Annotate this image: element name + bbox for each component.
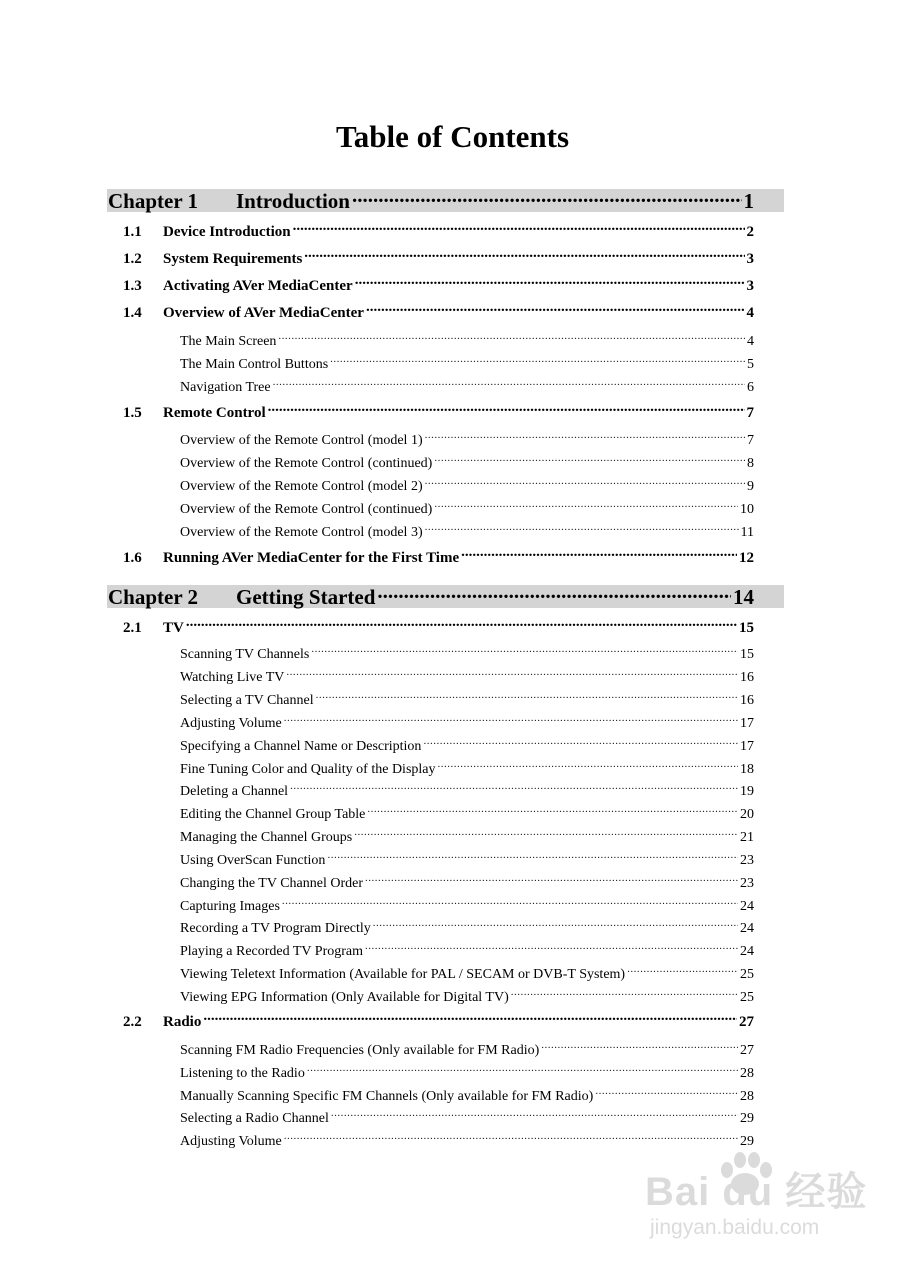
- section-number: 2.2: [123, 1014, 142, 1030]
- page-number: 16: [740, 670, 754, 685]
- page-number: 24: [740, 899, 754, 914]
- dot-leader: [595, 1086, 738, 1100]
- page-number: 14: [733, 585, 754, 609]
- subsection-title: Editing the Channel Group Table: [180, 807, 366, 822]
- dot-leader: [423, 736, 738, 750]
- toc-subsection-entry[interactable]: [180, 781, 754, 799]
- toc-subsection-entry[interactable]: [180, 331, 754, 349]
- page-number: 21: [740, 830, 754, 845]
- dot-leader: [425, 430, 745, 444]
- subsection-title: Adjusting Volume: [180, 1134, 282, 1149]
- subsection-title: Selecting a Radio Channel: [180, 1111, 329, 1126]
- subsection-title: Overview of the Remote Control (model 3): [180, 525, 423, 540]
- page-number: 25: [740, 967, 754, 982]
- subsection-title: Overview of the Remote Control (model 1): [180, 433, 423, 448]
- subsection-title: Selecting a TV Channel: [180, 693, 314, 708]
- toc-subsection-entry[interactable]: [180, 667, 754, 685]
- dot-leader: [284, 1131, 738, 1145]
- toc-section-entry[interactable]: [123, 222, 754, 242]
- watermark-brand: Bai du 经验: [645, 1170, 868, 1214]
- subsection-title: Manually Scanning Specific FM Channels (Only available for FM Radio): [180, 1089, 594, 1104]
- section-number: 2.1: [123, 620, 142, 636]
- toc-section-entry[interactable]: [123, 1012, 754, 1032]
- dot-leader: [304, 249, 744, 263]
- toc-chapter-entry[interactable]: [108, 584, 754, 610]
- page-number: 7: [746, 405, 754, 421]
- watermark-url: jingyan.baidu.com: [650, 1216, 820, 1239]
- subsection-title: Adjusting Volume: [180, 716, 282, 731]
- page-number: 15: [740, 647, 754, 662]
- dot-leader: [355, 276, 745, 290]
- subsection-title: The Main Screen: [180, 334, 277, 349]
- subsection-title: Playing a Recorded TV Program: [180, 944, 364, 959]
- dot-leader: [365, 941, 738, 955]
- dot-leader: [511, 987, 738, 1001]
- subsection-title: Viewing EPG Information (Only Available for Digital TV): [180, 990, 509, 1005]
- subsection-title: Fine Tuning Color and Quality of the Display: [180, 762, 436, 777]
- dot-leader: [293, 222, 745, 236]
- toc-chapter-entry[interactable]: [108, 188, 754, 214]
- dot-leader: [273, 377, 745, 391]
- page-number: 6: [747, 380, 754, 395]
- toc-subsection-entry[interactable]: [180, 522, 754, 540]
- subsection-title: Specifying a Channel Name or Description: [180, 739, 422, 754]
- dot-leader: [366, 303, 745, 317]
- toc-subsection-entry[interactable]: [180, 430, 754, 448]
- page-number: 28: [740, 1066, 754, 1081]
- toc-subsection-entry[interactable]: [180, 377, 754, 395]
- toc-subsection-entry[interactable]: [180, 476, 754, 494]
- dot-leader: [316, 690, 738, 704]
- toc-subsection-entry[interactable]: [180, 987, 754, 1005]
- dot-leader: [311, 644, 738, 658]
- toc-section-entry[interactable]: [123, 303, 754, 323]
- section-title: Running AVer MediaCenter for the First Time: [163, 550, 460, 566]
- toc-subsection-entry[interactable]: [180, 453, 754, 471]
- page-number: 11: [740, 525, 754, 540]
- dot-leader: [541, 1040, 738, 1054]
- section-number: 1.1: [123, 224, 142, 240]
- page-number: 25: [740, 990, 754, 1005]
- chapter-number: Chapter 1: [108, 189, 199, 213]
- toc-section-entry[interactable]: [123, 618, 754, 638]
- dot-leader: [203, 1012, 737, 1026]
- dot-leader: [268, 403, 745, 417]
- section-title: Radio: [163, 1014, 202, 1030]
- toc-section-entry[interactable]: [123, 276, 754, 296]
- toc-subsection-entry[interactable]: [180, 644, 754, 662]
- page-number: 17: [740, 716, 754, 731]
- dot-leader: [434, 499, 738, 513]
- dot-leader: [438, 759, 739, 773]
- dot-leader: [290, 781, 738, 795]
- section-number: 1.3: [123, 278, 142, 294]
- dot-leader: [373, 918, 738, 932]
- dot-leader: [365, 873, 738, 887]
- subsection-title: Scanning TV Channels: [180, 647, 310, 662]
- page-number: 23: [740, 876, 754, 891]
- dot-leader: [284, 713, 738, 727]
- subsection-title: Viewing Teletext Information (Available for PAL / SECAM or DVB-T System): [180, 967, 626, 982]
- subsection-title: Changing the TV Channel Order: [180, 876, 364, 891]
- section-title: TV: [163, 620, 184, 636]
- dot-leader: [307, 1063, 738, 1077]
- toc-subsection-entry[interactable]: [180, 1040, 754, 1058]
- section-number: 1.4: [123, 305, 142, 321]
- toc-subsection-entry[interactable]: [180, 827, 754, 845]
- page-number: 17: [740, 739, 754, 754]
- subsection-title: Recording a TV Program Directly: [180, 921, 371, 936]
- toc-subsection-entry[interactable]: [180, 964, 754, 982]
- dot-leader: [286, 667, 738, 681]
- subsection-title: Scanning FM Radio Frequencies (Only available for FM Radio): [180, 1043, 540, 1058]
- page-number: 27: [739, 1014, 754, 1030]
- page-number: 2: [746, 224, 754, 240]
- dot-leader: [278, 331, 745, 345]
- toc-subsection-entry[interactable]: [180, 499, 754, 517]
- dot-leader: [377, 586, 731, 604]
- toc-section-entry[interactable]: [123, 548, 754, 568]
- subsection-title: The Main Control Buttons: [180, 357, 329, 372]
- page-number: 7: [747, 433, 754, 448]
- section-title: Device Introduction: [163, 224, 291, 240]
- toc-subsection-entry[interactable]: [180, 918, 754, 936]
- subsection-title: Capturing Images: [180, 899, 280, 914]
- page-number: 29: [740, 1111, 754, 1126]
- page-number: 5: [747, 357, 754, 372]
- toc-subsection-entry[interactable]: [180, 941, 754, 959]
- toc-subsection-entry[interactable]: [180, 1063, 754, 1081]
- subsection-title: Overview of the Remote Control (continued): [180, 502, 433, 517]
- chapter-title: Getting Started: [236, 585, 376, 609]
- page-number: 28: [740, 1089, 754, 1104]
- dot-leader: [327, 850, 738, 864]
- subsection-title: Overview of the Remote Control (model 2): [180, 479, 423, 494]
- page-number: 16: [740, 693, 754, 708]
- page-number: 12: [739, 550, 754, 566]
- dot-leader: [434, 453, 745, 467]
- dot-leader: [330, 354, 745, 368]
- dot-leader: [352, 190, 742, 208]
- subsection-title: Listening to the Radio: [180, 1066, 305, 1081]
- page-number: 29: [740, 1134, 754, 1149]
- section-title: Overview of AVer MediaCenter: [163, 305, 364, 321]
- section-number: 1.6: [123, 550, 142, 566]
- page-number: 9: [747, 479, 754, 494]
- page-number: 18: [740, 762, 754, 777]
- baidu-jingyan-watermark: [645, 1150, 885, 1270]
- dot-leader: [627, 964, 738, 978]
- page-number: 3: [746, 251, 754, 267]
- toc-section-entry[interactable]: [123, 249, 754, 269]
- dot-leader: [425, 522, 739, 536]
- subsection-title: Deleting a Channel: [180, 784, 289, 799]
- subsection-title: Managing the Channel Groups: [180, 830, 353, 845]
- dot-leader: [331, 1108, 738, 1122]
- toc-subsection-entry[interactable]: [180, 804, 754, 822]
- toc-subsection-entry[interactable]: [180, 1086, 754, 1104]
- toc-subsection-entry[interactable]: [180, 759, 754, 777]
- page-number: 10: [740, 502, 754, 517]
- section-title: System Requirements: [163, 251, 303, 267]
- dot-leader: [282, 896, 738, 910]
- dot-leader: [367, 804, 738, 818]
- page-number: 20: [740, 807, 754, 822]
- section-number: 1.2: [123, 251, 142, 267]
- toc-subsection-entry[interactable]: [180, 690, 754, 708]
- toc-subsection-entry[interactable]: [180, 713, 754, 731]
- subsection-title: Using OverScan Function: [180, 853, 326, 868]
- section-title: Remote Control: [163, 405, 266, 421]
- page-number: 1: [743, 189, 754, 213]
- toc-subsection-entry[interactable]: [180, 354, 754, 372]
- toc-subsection-entry[interactable]: [180, 873, 754, 891]
- dot-leader: [461, 548, 737, 562]
- page-title: Table of Contents: [335, 119, 570, 154]
- page-number: 8: [747, 456, 754, 471]
- page-number: 24: [740, 921, 754, 936]
- page-number: 24: [740, 944, 754, 959]
- page-number: 3: [746, 278, 754, 294]
- section-title: Activating AVer MediaCenter: [163, 278, 353, 294]
- toc-section-entry[interactable]: [123, 403, 754, 423]
- chapter-number: Chapter 2: [108, 585, 199, 609]
- page-number: 4: [747, 334, 754, 349]
- page-number: 15: [739, 620, 754, 636]
- page-number: 19: [740, 784, 754, 799]
- section-number: 1.5: [123, 405, 142, 421]
- toc-subsection-entry[interactable]: [180, 1108, 754, 1126]
- dot-leader: [354, 827, 738, 841]
- toc-subsection-entry[interactable]: [180, 1131, 754, 1149]
- chapter-title: Introduction: [236, 189, 350, 213]
- toc-subsection-entry[interactable]: [180, 736, 754, 754]
- dot-leader: [425, 476, 745, 490]
- page-number: 27: [740, 1043, 754, 1058]
- toc-subsection-entry[interactable]: [180, 850, 754, 868]
- page-number: 4: [746, 305, 754, 321]
- toc-subsection-entry[interactable]: [180, 896, 754, 914]
- dot-leader: [186, 618, 737, 632]
- subsection-title: Watching Live TV: [180, 670, 285, 685]
- subsection-title: Overview of the Remote Control (continued): [180, 456, 433, 471]
- subsection-title: Navigation Tree: [180, 380, 271, 395]
- page-number: 23: [740, 853, 754, 868]
